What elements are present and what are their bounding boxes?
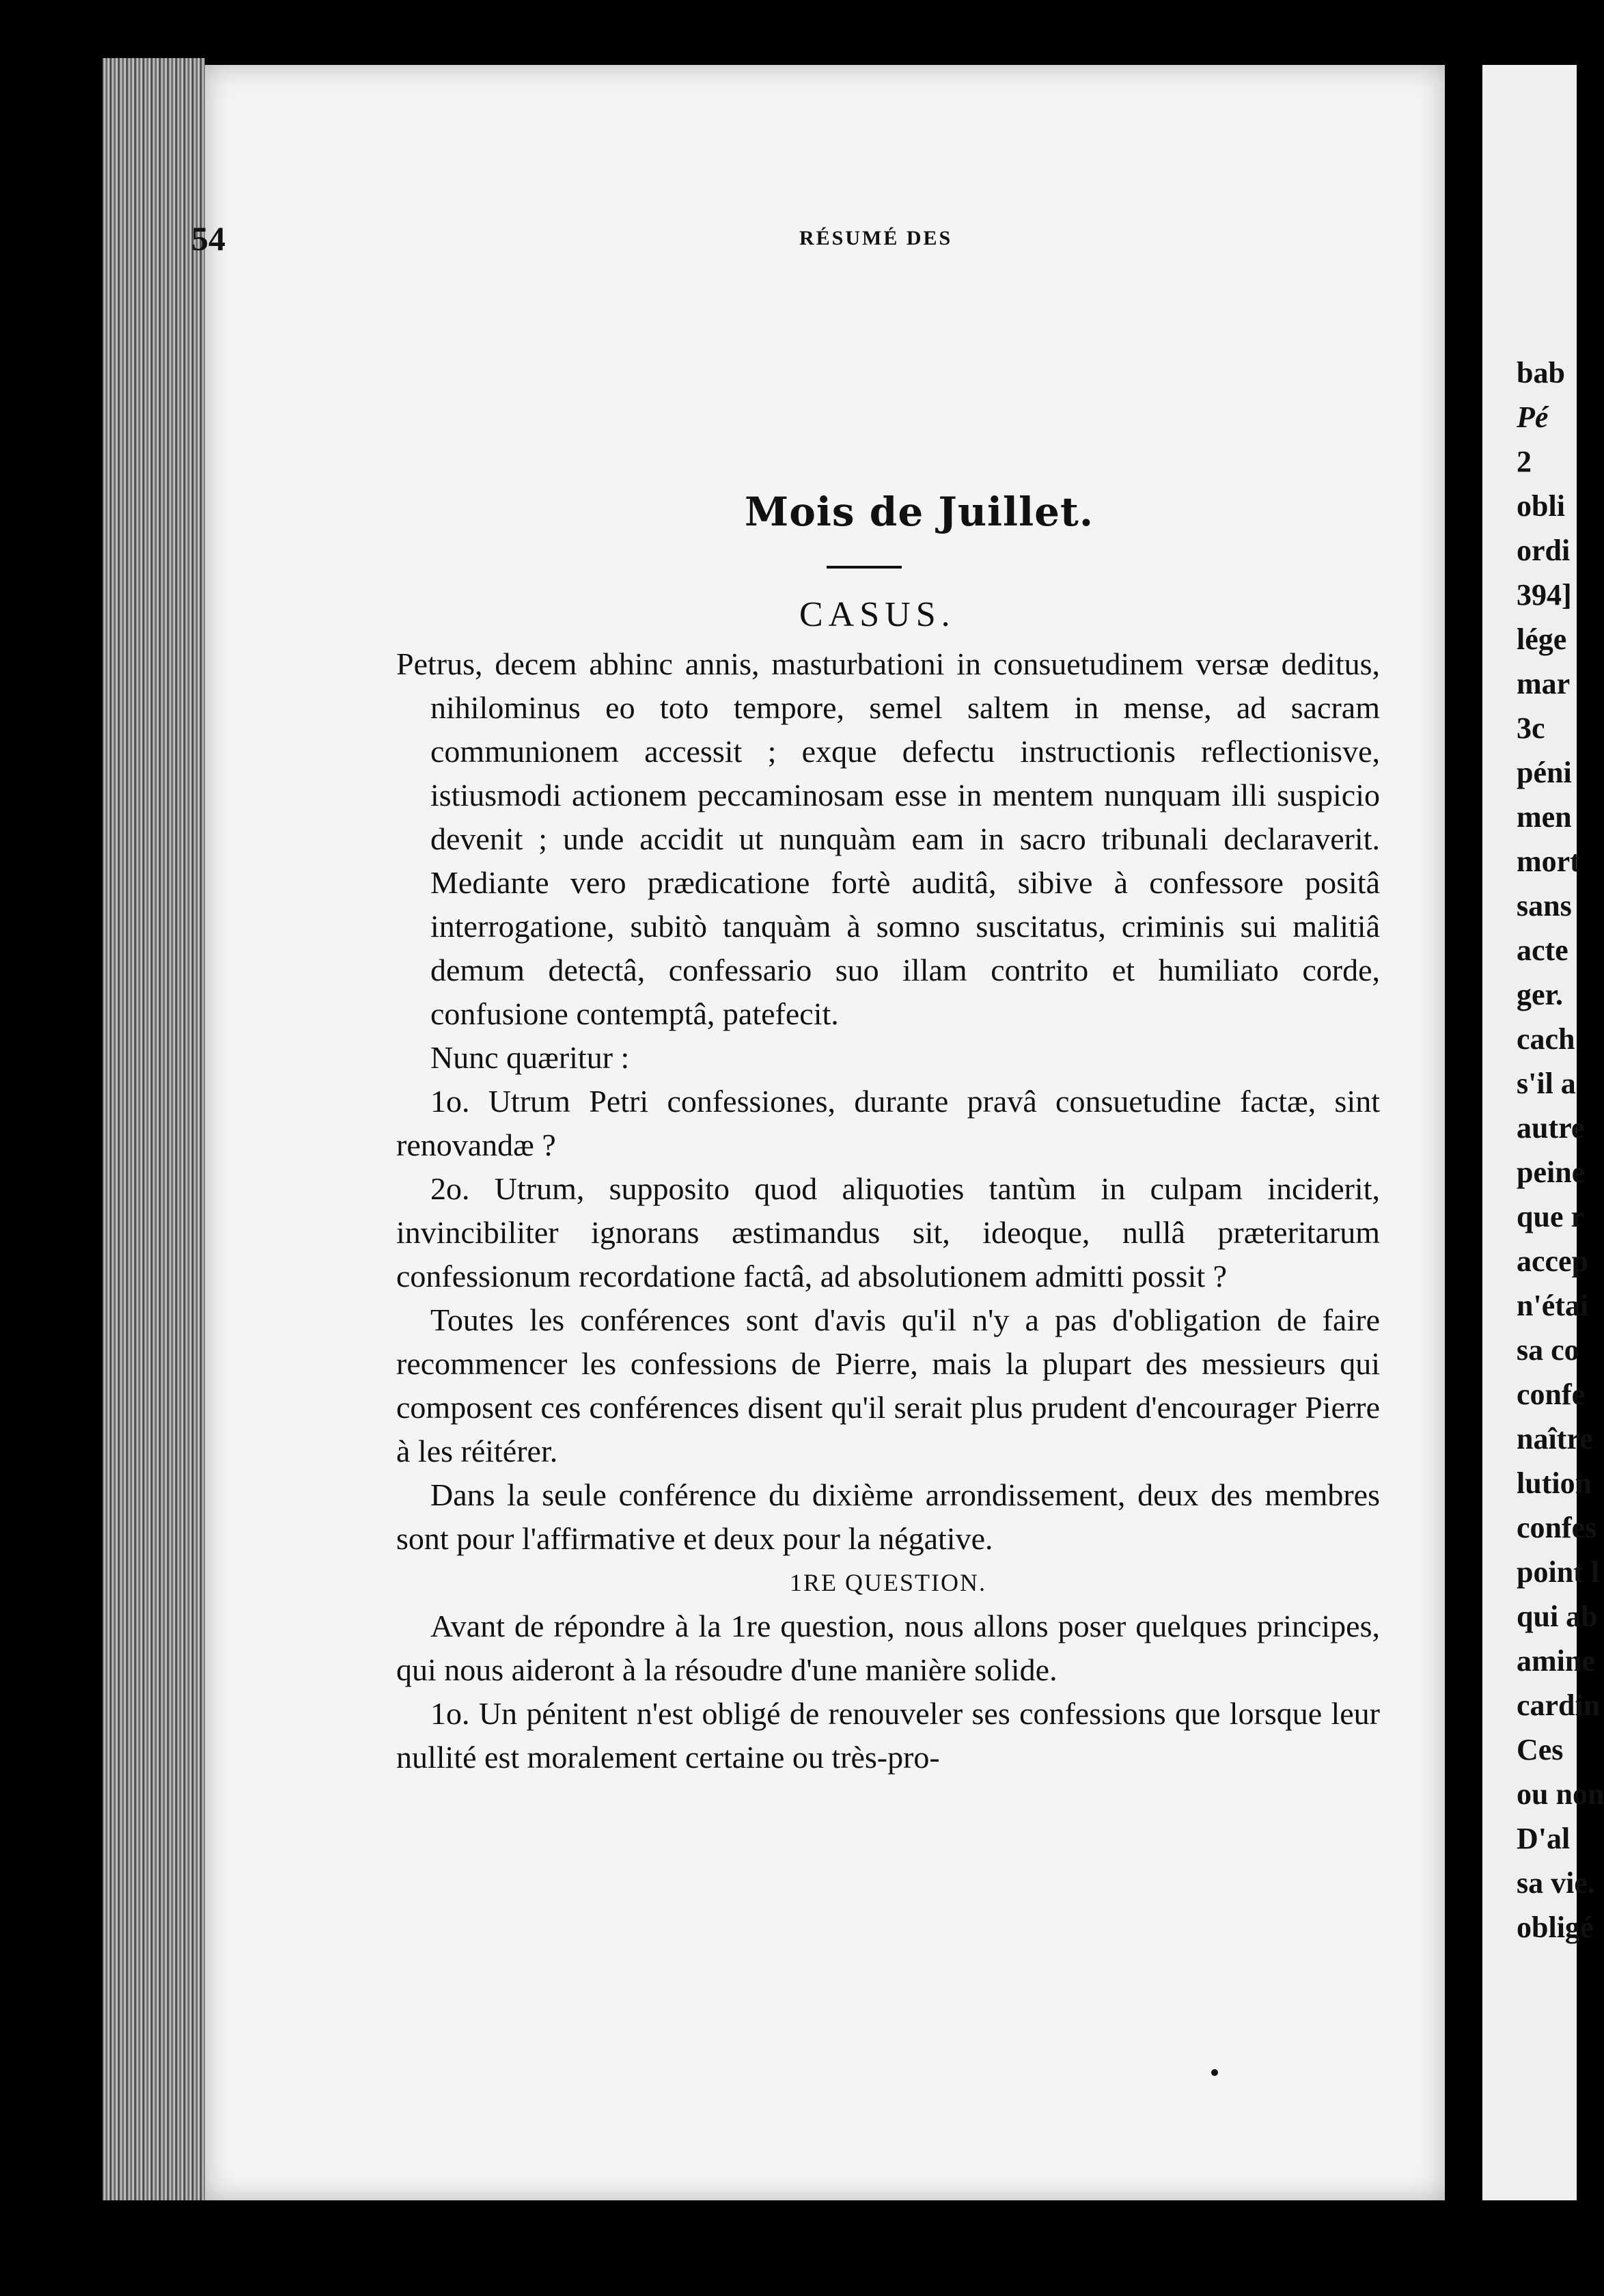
facing-line: bab	[1517, 356, 1565, 390]
facing-line: confes	[1517, 1511, 1597, 1544]
facing-line: lution	[1517, 1466, 1592, 1500]
facing-line: ordi	[1517, 534, 1571, 567]
facing-line: men	[1517, 800, 1572, 834]
facing-line: Ces	[1517, 1733, 1564, 1766]
body-paragraph: Dans la seule conférence du dixième arrondissement, deux des membres sont pour l'affirmative et deux pour la négative.	[396, 1477, 1380, 1556]
casus-heading: CASUS.	[799, 595, 956, 634]
page-header	[0, 219, 1577, 260]
page-number: 54	[191, 219, 225, 258]
facing-page	[1482, 65, 1604, 2200]
answer-paragraph: 1o. Un pénitent n'est obligé de renouveler ses confessions que lorsque leur nullité est moralement certaine ou très-pro-	[396, 1696, 1380, 1775]
facing-line: mar	[1517, 667, 1571, 700]
facing-line: péni	[1517, 756, 1572, 789]
facing-line: autre	[1517, 1111, 1585, 1145]
facing-line: amine	[1517, 1644, 1595, 1678]
facing-line: n'étai	[1517, 1289, 1589, 1322]
facing-line: naître	[1517, 1422, 1593, 1456]
facing-line: cach	[1517, 1022, 1575, 1056]
facing-line: sa vie.	[1517, 1866, 1595, 1900]
facing-line: peine	[1517, 1156, 1586, 1189]
facing-line: confe	[1517, 1378, 1586, 1411]
facing-line: cardin	[1517, 1689, 1601, 1722]
question-item: 1o. Utrum Petri confessiones, durante pravâ consuetudine factæ, sint renovandæ ?	[396, 1084, 1380, 1162]
page-edges	[102, 58, 205, 2200]
facing-line: que r	[1517, 1200, 1584, 1233]
facing-line: obligé	[1517, 1911, 1594, 1944]
running-title: RÉSUMÉ DES	[799, 227, 953, 249]
facing-line: accep	[1517, 1244, 1589, 1278]
facing-line: lége	[1517, 623, 1567, 656]
facing-line: sa co	[1517, 1333, 1579, 1367]
facing-line: sans	[1517, 889, 1572, 922]
casus-paragraph: Nunc quæritur :	[430, 1040, 630, 1075]
month-title: Mois de Juillet.	[745, 489, 1094, 535]
facing-line: point l	[1517, 1555, 1600, 1589]
scan-border	[0, 0, 102, 2296]
facing-line: Pé	[1517, 400, 1549, 434]
book-gutter	[1445, 41, 1482, 2241]
question-heading: 1RE QUESTION.	[790, 1569, 986, 1596]
title-rule	[827, 566, 902, 569]
facing-line: 3c	[1517, 711, 1545, 745]
ink-dot	[1211, 2069, 1218, 2076]
facing-line: acte	[1517, 933, 1568, 967]
casus-paragraph: Petrus, decem abhinc annis, masturbationi in consuetudinem versæ deditus, nihilominus eo toto tempore, semel saltem in mense, ad sacram communionem accessit ; exque defectu instructionis reflectionisve, istiusmodi actionem peccaminosam esse in mentem nunquam illi suspicio devenit ; unde accidit ut nunquàm eam in sacro tribunali declaraverit. Mediante vero prædicatione fortè auditâ, sibive à confessore positâ interrogatione, subitò tanquàm à somno suscitatus, criminis sui malitiâ demum detectâ, confessario suo illam contrito et humiliato corde, confusione contemptâ, patefecit.	[396, 646, 1380, 1031]
main-text	[396, 642, 1380, 1779]
facing-line: qui ab	[1517, 1600, 1598, 1633]
answer-paragraph: Avant de répondre à la 1re question, nous allons poser quelques principes, qui nous aideront à la résoudre d'une manière solide.	[396, 1609, 1380, 1687]
facing-line: ou non	[1517, 1777, 1604, 1811]
facing-line: D'al	[1517, 1822, 1571, 1855]
body-paragraph: Toutes les conférences sont d'avis qu'il n'y a pas d'obligation de faire recommencer les confessions de Pierre, mais la plupart des messieurs qui composent ces conférences disent qu'il serait plus prudent d'encourager Pierre à les réitérer.	[396, 1302, 1380, 1468]
question-item: 2o. Utrum, supposito quod aliquoties tantùm in culpam inciderit, invincibiliter ignorans æstimandus sit, ideoque, nullâ præteritarum confessionum recordatione factâ, ad absolutionem admitti possit ?	[396, 1171, 1380, 1294]
facing-line: 394]	[1517, 578, 1572, 612]
facing-line: obli	[1517, 489, 1565, 523]
facing-line: mort	[1517, 845, 1580, 878]
facing-line: 2	[1517, 445, 1532, 478]
facing-line: s'il a	[1517, 1067, 1576, 1100]
facing-line: ger.	[1517, 978, 1564, 1011]
